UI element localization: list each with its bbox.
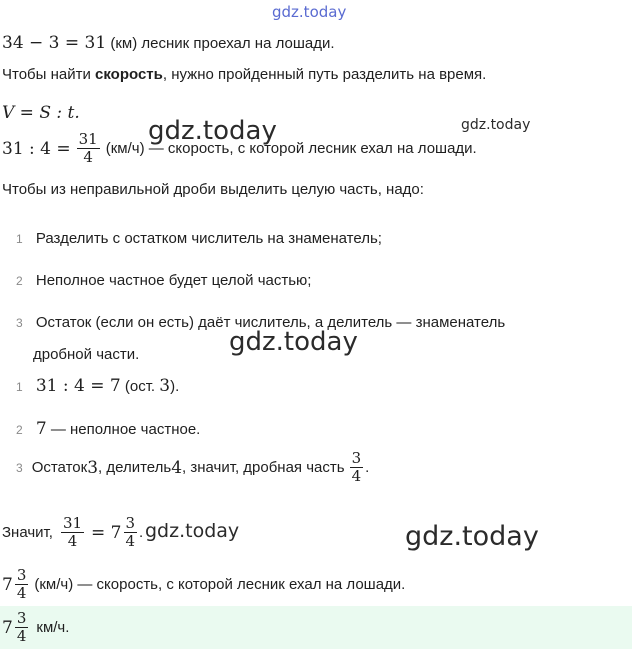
answer-fraction (15, 610, 29, 645)
fraction-numerator: 3 (351, 449, 362, 467)
divisor-value: 4 (171, 457, 183, 478)
list-index: 3 (16, 316, 23, 330)
list-item (16, 376, 179, 396)
speed-text: (км/ч) — скорость, с которой лесник ехал на лошади. (105, 140, 477, 157)
improper-fraction-rule-title: Чтобы из неправильной дроби выделить целую часть, надо: (2, 181, 424, 198)
fraction-numerator: 3 (16, 566, 27, 584)
fraction-denominator: 4 (125, 532, 136, 550)
list-index: 2 (16, 423, 23, 437)
fraction-denominator: 4 (67, 532, 78, 550)
final-speed-line (2, 567, 405, 602)
equals-whole: = 7 (91, 522, 122, 543)
list-index: 3 (16, 460, 23, 475)
division-expression: 31 : 4 = 7 (35, 376, 121, 396)
list-index: 1 (16, 232, 23, 246)
list-text-continuation: дробной части. (33, 346, 140, 363)
distance-expression: 34 − 3 = 31 (2, 33, 107, 53)
watermark-top: gdz.today (272, 3, 347, 21)
fraction-numerator: 3 (16, 609, 27, 627)
quotient-value: 7 (35, 419, 47, 439)
list-text: Неполное частное будет целой частью; (35, 272, 312, 289)
list-index: 1 (16, 380, 23, 394)
speed-expression: 31 : 4 = (2, 138, 71, 159)
fractional-part (350, 450, 364, 485)
whole-part: 7 (2, 617, 13, 638)
quotient-text: — неполное частное. (46, 421, 201, 438)
fraction-denominator: 4 (16, 584, 27, 602)
step-text: Остаток (31, 459, 88, 476)
line-speed-value (2, 131, 477, 166)
watermark-small-right: gdz.today (461, 117, 531, 133)
speed-rule-prefix: Чтобы найти (2, 66, 96, 83)
fraction-numerator: 31 (78, 130, 98, 148)
final-fraction (15, 567, 29, 602)
line-speed-rule (2, 66, 486, 83)
mixed-fraction-part (124, 515, 138, 550)
watermark-bottom-right: gdz.today (405, 521, 539, 552)
improper-fraction (61, 515, 84, 550)
conclusion-line (2, 515, 143, 550)
list-item (16, 272, 311, 289)
whole-part: 7 (2, 574, 13, 595)
fraction-denominator: 4 (16, 627, 27, 645)
remainder-value: 3 (159, 376, 171, 396)
answer-unit: км/ч. (36, 619, 70, 636)
list-text: Остаток (если он есть) даёт числитель, а делитель — знаменатель (35, 314, 506, 331)
list-item (16, 419, 200, 439)
remainder-label: (ост. (120, 378, 160, 395)
speed-rule-bold: скорость (95, 66, 163, 83)
remainder-end: ). (170, 378, 180, 395)
line-distance (2, 33, 335, 53)
step-end: . (365, 459, 370, 476)
conclusion-text: Значит, (2, 524, 53, 541)
watermark-mid: gdz.today (229, 327, 358, 357)
answer-line (2, 610, 69, 645)
list-item (16, 230, 382, 247)
speed-rule-suffix: , нужно пройденный путь разделить на время. (162, 66, 487, 83)
fraction-numerator: 3 (125, 514, 136, 532)
watermark-large-1: gdz.today (148, 116, 277, 146)
answer-highlight (0, 606, 632, 649)
fraction-denominator: 4 (351, 467, 362, 485)
step-text: , значит, дробная часть (182, 459, 345, 476)
fraction-denominator: 4 (83, 148, 93, 166)
speed-fraction (77, 131, 100, 166)
distance-text: (км) лесник проехал на лошади. (106, 35, 335, 52)
list-text: Разделить с остатком числитель на знаменатель; (35, 230, 382, 247)
final-speed-text: (км/ч) — скорость, с которой лесник ехал на лошади. (34, 576, 406, 593)
fraction-numerator: 31 (62, 514, 83, 532)
list-item (16, 450, 369, 485)
step-text: , делитель (98, 459, 172, 476)
speed-formula: V = S : t. (2, 103, 80, 123)
list-index: 2 (16, 274, 23, 288)
watermark-inline: gdz.today (145, 520, 240, 542)
remainder-value: 3 (87, 457, 99, 478)
conclusion-end: . (139, 524, 144, 541)
